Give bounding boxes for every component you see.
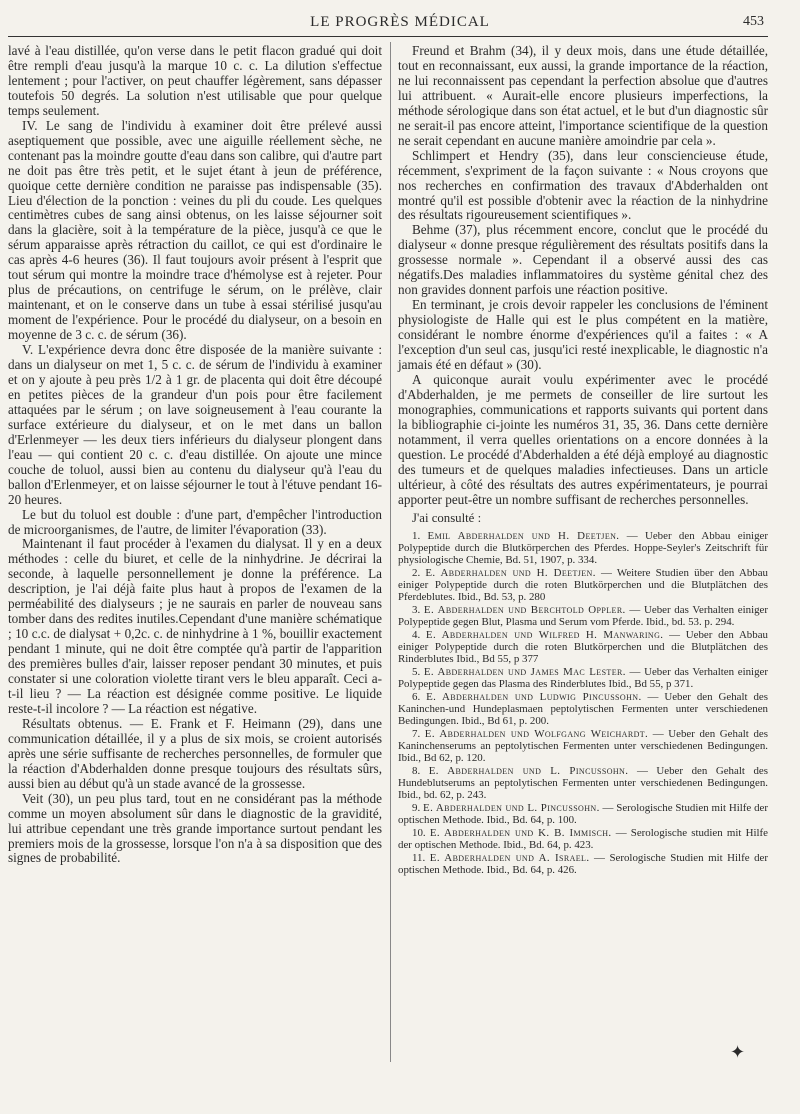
reference-authors: E. Abderhalden und Wilfred H. Manwaring. (425, 628, 664, 641)
paragraph: V. L'expérience devra donc être disposée de la manière suivante : dans un dialyseur on met 1, 5 c. c. de sérum de l'individu à examiner et on y ajoute à peu près 1/2 à 1 gr. de placenta qui doit être découpé en petites pièces de la grandeur d'un pois pour être facilement attaquées par le sérum ; on lave soigneusement à l'eau courante la surface extérieure du dialyseur, et on le met dans un ballon d'Erlenmeyer — les deux tiers inférieurs du dialyseur plongent dans l'eau — qui contient 20 c. c. d'eau distillée. On ajoute une mince couche de toluol, aussi bien au contenu du dialyseur qu'à l'eau du ballon d'Erlenmeyer, et on laisse séjourner le tout à l'étuve pendant 16-20 heures. (8, 342, 382, 507)
reference-item: 8. E. Abderhalden und L. Pincussohn. — Ueber den Gehalt des Hundeblutserums an peptolytischen Fermenten unter verschiedenen Bedingungen. Ibid., bd. 62, p. 243. (398, 764, 768, 802)
reference-text: — Ueber das Verhalten einiger Polypeptide gegen Blut, Plasma und Serum vom Pferde. Ibid., bd. 53. p. 294. (398, 603, 769, 628)
reference-text: — Ueber den Gehalt des Hundeblutserums an peptolytischen Fermenten unter verschiedenen Bedingungen. Ibid., bd. 62, p. 243. (398, 764, 768, 802)
page-number: 453 (743, 14, 764, 29)
left-column (8, 44, 382, 866)
reference-text: — Ueber das Verhalten einiger Polypeptide gegen das Plasma des Rinderblutes Ibid., Bd 55, p 371. (398, 665, 768, 690)
reference-item: 9. E. Abderhalden und L. Pincussohn. — Serologische Studien mit Hilfe der optischen Methode. Ibid., Bd. 64, p. 100. (398, 801, 768, 827)
reference-authors: E. Abderhalden und Ludwig Pincussohn. (426, 690, 642, 703)
paragraph: Le but du toluol est double : d'une part, d'empêcher l'introduction de microorganismes, de l'autre, de limiter l'évaporation (33). (8, 506, 382, 537)
reference-authors: E. Abderhalden und H. Deetjen. (425, 566, 596, 579)
reference-text: — Weitere Studien über den Abbau einiger Polypeptide durch die roten Blutkörperchen und die Blutplätchen des Pferdeblutes. Ibid., Bd. 53, p. 280 (398, 566, 768, 603)
reference-item: 6. E. Abderhalden und Ludwig Pincussohn. — Ueber den Gehalt des Kaninchen-und Hundeplasmaen peptolytischen Fermenten unter verschiedenen Bedingungen. Ibid., Bd 61, p. 200. (398, 690, 768, 727)
paragraph: En terminant, je crois devoir rappeler les conclusions de l'éminent physiologiste de Halle qui est le plus compétent en la matière, considérant le nombre énorme d'expériences qu'il a faites : « A l'exception d'un seul cas, jusqu'ici resté inexplicable, le diagnostic n'a jamais été en défaut » (30). (398, 297, 768, 373)
reference-authors: E. Abderhalden und James Mac Lester. (423, 665, 626, 678)
reference-text: — Ueber den Abbau einiger Polypeptide durch die Blutkörperchen des Pferdes. Hoppe-Seyler's Zeitschrift für physiologische Chemie, Bd. 51, 1907, p. 334. (398, 529, 768, 566)
reference-item: 10. E. Abderhalden und K. B. Immisch. — Serologische studien mit Hilfe der optischen Methode. Ibid., Bd. 64, p. 423. (398, 826, 768, 852)
reference-authors: E. Abderhalden und L. Pincussohn. (423, 801, 600, 814)
column-divider (390, 42, 391, 1062)
reference-item: 2. E. Abderhalden und H. Deetjen. — Weitere Studien über den Abbau einiger Polypeptide durch die roten Blutkörperchen und die Blutplätchen des Pferdeblutes. Ibid., Bd. 53, p. 280 (398, 566, 768, 603)
reference-item: 4. E. Abderhalden und Wilfred H. Manwaring. — Ueber den Abbau einiger Polypeptide durch die roten Blutkörperchen und die Blutplätchen des Rinderblutes Ibid., Bd 55, p 377 (398, 628, 768, 665)
reference-text: — Ueber den Gehalt des Kaninchen-und Hundeplasmaen peptolytischen Fermenten unter verschiedenen Bedingungen. Ibid., Bd 61, p. 200. (398, 690, 768, 727)
paragraph: A quiconque aurait voulu expérimenter avec le procédé d'Abderhalden, je me permets de conseiller de lire surtout les monographies, communications et rapports suivants qui portent dans la bibliographie ci-jointe les numéros 31, 35, 36. Dans cette dernière notamment, il verra quelles orientations on a encore données à la question. Le procédé d'Abderhalden a été déjà employé au diagnostic des tumeurs et de quelques maladies infectieuses. Dans un article ultérieur, à côté des résultats des autres expérimentateurs, je pourrai apporter peut-être un nombre suffisant de recherches personnelles. (398, 371, 768, 507)
paragraph: Résultats obtenus. — E. Frank et F. Heimann (29), dans une communication détaillée, il y a plus de six mois, se croient autorisés après une série suffisante de recherches personnelles, de formuler que la réaction d'Abderhalden donne presque toujours des résultats sûrs, aussi bien au début qu'à un stade avancé de la grossesse. (8, 715, 382, 791)
reference-authors: Emil Abderhalden und H. Deetjen. (427, 529, 620, 542)
paragraph: Freund et Brahm (34), il y deux mois, dans une étude détaillée, tout en reconnaissant, eux aussi, la grande importance de la réaction, ne lui reconnaissent pas cependant la perfection absolue que d'autres lui attribuent. « Aurait-elle encore plusieurs imperfections, la méthode sérologique dans son état actuel, et le but d'un diagnostic sûr ne serait-il pas encore atteint, l'importance scientifique de la question ne serait cependant en aucune manière amoindrie par cela ». (398, 43, 768, 148)
paragraph: IV. Le sang de l'individu à examiner doit être prélevé aussi aseptiquement que possible, avec une aiguille réellement sèche, ne contenant pas la moindre goutte d'eau dans son calibre, qui d'autre part ne doit pas être très petit, et le sujet étant à jeun de préférence, quoique cette dernière condition ne paraisse pas indispensable (35). Lieu d'élection de la ponction : veines du pli du coude. Les quelques centimètres cubes de sang ainsi obtenus, on les laisse séjourner soit dans la glacière, soit à la température de la pièce, jusqu'à ce que le sérum apparaisse après rétraction du caillot, ce qui est d'ordinaire le cas après 4-6 heures (36). Il faut toujours avoir présent à l'esprit que tout sérum qui montre la moindre trace d'hémolyse est à rejeter. Pour plus de précautions, on centrifuge le sérum, on le prélève, clair maintenant, et on le conserve dans un tube à essai stérilisé jusqu'au moment de l'expérience. Pour le procédé du dialyseur, on a besoin en moyenne de 3 c. c. de sérum (36). (8, 117, 382, 343)
reference-authors: E. Abderhalden und A. Israel. (429, 851, 590, 864)
paragraph: Maintenant il faut procéder à l'examen du dialysat. Il y en a deux méthodes : celle du biuret, et celle de la ninhydrine. Je décrirai la seconde, à laquelle personnellement je donne la préférence. La description, je l'ai déjà faite plus haut à propos de l'examen de la perméabilité des dialyseurs ; je ne saurais en parler de nouveau sans tomber dans des redites inutiles.Cependant d'une manière schématique ; 10 c.c. de dialysat + 0,2c. c. de ninhydrine à 1 %, bouillir exactement pendant 1 minute, qui ne doit être comptée qu'à partir de l'apparition des premières bulles d'air, laisser reposer pendant 30 minutes, et puis constater si une coloration violette tirant vers le bleu apparaît. Ceci a-t-il lieu ? — La réaction est désignée comme positive. Le liquide reste-t-il incolore ? — La réaction est négative. (8, 536, 382, 716)
reference-item: 3. E. Abderhalden und Berchtold Oppler. — Ueber das Verhalten einiger Polypeptide gegen Blut, Plasma und Serum vom Pferde. Ibid., bd. 53. p. 294. (398, 603, 769, 628)
reference-authors: E. Abderhalden und L. Pincussohn. (428, 764, 629, 777)
page-header (0, 8, 800, 38)
paragraph: Schlimpert et Hendry (35), dans leur consciencieuse étude, récemment, s'expriment de la façon suivante : « Nous croyons que nos recherches en confirmation des travaux d'Abderhalden ont montré qu'il est possible d'obtenir avec la réaction de la ninhydrine des résultats rigoureusement scientifiques ». (398, 147, 768, 223)
reference-item: 1. Emil Abderhalden und H. Deetjen. — Ueber den Abbau einiger Polypeptide durch die Blutkörperchen des Pferdes. Hoppe-Seyler's Zeitschrift für physiologische Chemie, Bd. 51, 1907, p. 334. (398, 529, 768, 566)
paragraph: Veit (30), un peu plus tard, tout en ne considérant pas la méthode comme un moyen absolument sûr dans le diagnostic de la gravidité, lui attribue cependant une très grande importance surtout pendant les premiers mois de la grossesse, lorsque l'on n'a à sa disposition que des signes de probabilité. (8, 790, 382, 866)
reference-item: 5. E. Abderhalden und James Mac Lester. — Ueber das Verhalten einiger Polypeptide gegen das Plasma des Rinderblutes Ibid., Bd 55, p 371. (398, 665, 768, 690)
reference-text: — Ueber den Abbau einiger Polypeptide durch die roten Blutkörperchen und die Blutplätchen des Rinderblutes Ibid., Bd 55, p 377 (398, 628, 768, 665)
reference-authors: E. Abderhalden und Wolfgang Weichardt. (424, 727, 649, 740)
header-rule (8, 36, 768, 37)
reference-text: — Serologische Studien mit Hilfe der optischen Methode. Ibid., Bd. 64, p. 100. (398, 801, 768, 827)
reference-item: 7. E. Abderhalden und Wolfgang Weichardt. — Ueber den Gehalt des Kaninchenserums an peptolytischen Fermenten unter verschiedenen Bedingungen. Ibid., Bd 62, p. 120. (398, 727, 768, 764)
reference-list (398, 530, 768, 877)
paragraph: lavé à l'eau distillée, qu'on verse dans le petit flacon gradué qui doit être rempli d'eau jusqu'à la marque 10 c. c. La dilution s'effectue lentement ; pour l'activer, on peut chauffer légèrement, sans dépasser toutefois 50 degrés. La solution n'est utilisable que pour quelque temps seulement. (8, 43, 382, 118)
reference-text: — Ueber den Gehalt des Kaninchenserums an peptolytischen Fermenten unter verschiedenen Bedingungen. Ibid., Bd 62, p. 120. (398, 727, 768, 764)
paragraph: Behme (37), plus récemment encore, conclut que le procédé du dialyseur « donne presque régulièrement des résultats positifs dans la grossesse normale ». Cependant il a observé aussi des cas négatifs.Des maladies inflammatoires du système génital chez des non gravides donnent parfois une réaction positive. (398, 222, 768, 298)
running-title: LE PROGRÈS MÉDICAL (310, 14, 490, 30)
reference-authors: E. Abderhalden und Berchtold Oppler. (423, 603, 626, 616)
references-heading: J'ai consulté : (412, 510, 482, 525)
right-column (398, 44, 768, 877)
reference-authors: E. Abderhalden und K. B. Immisch. (429, 826, 612, 839)
reference-text: — Serologische studien mit Hilfe der optischen Methode. Ibid., Bd. 64, p. 423. (398, 826, 768, 852)
fleuron-ornament-icon: ✦ (730, 1042, 746, 1063)
reference-text: — Serologische Studien mit Hilfe der optischen Methode. Ibid., Bd. 64, p. 426. (398, 851, 768, 876)
reference-item: 11. E. Abderhalden und A. Israel. — Serologische Studien mit Hilfe der optischen Methode. Ibid., Bd. 64, p. 426. (398, 851, 768, 876)
